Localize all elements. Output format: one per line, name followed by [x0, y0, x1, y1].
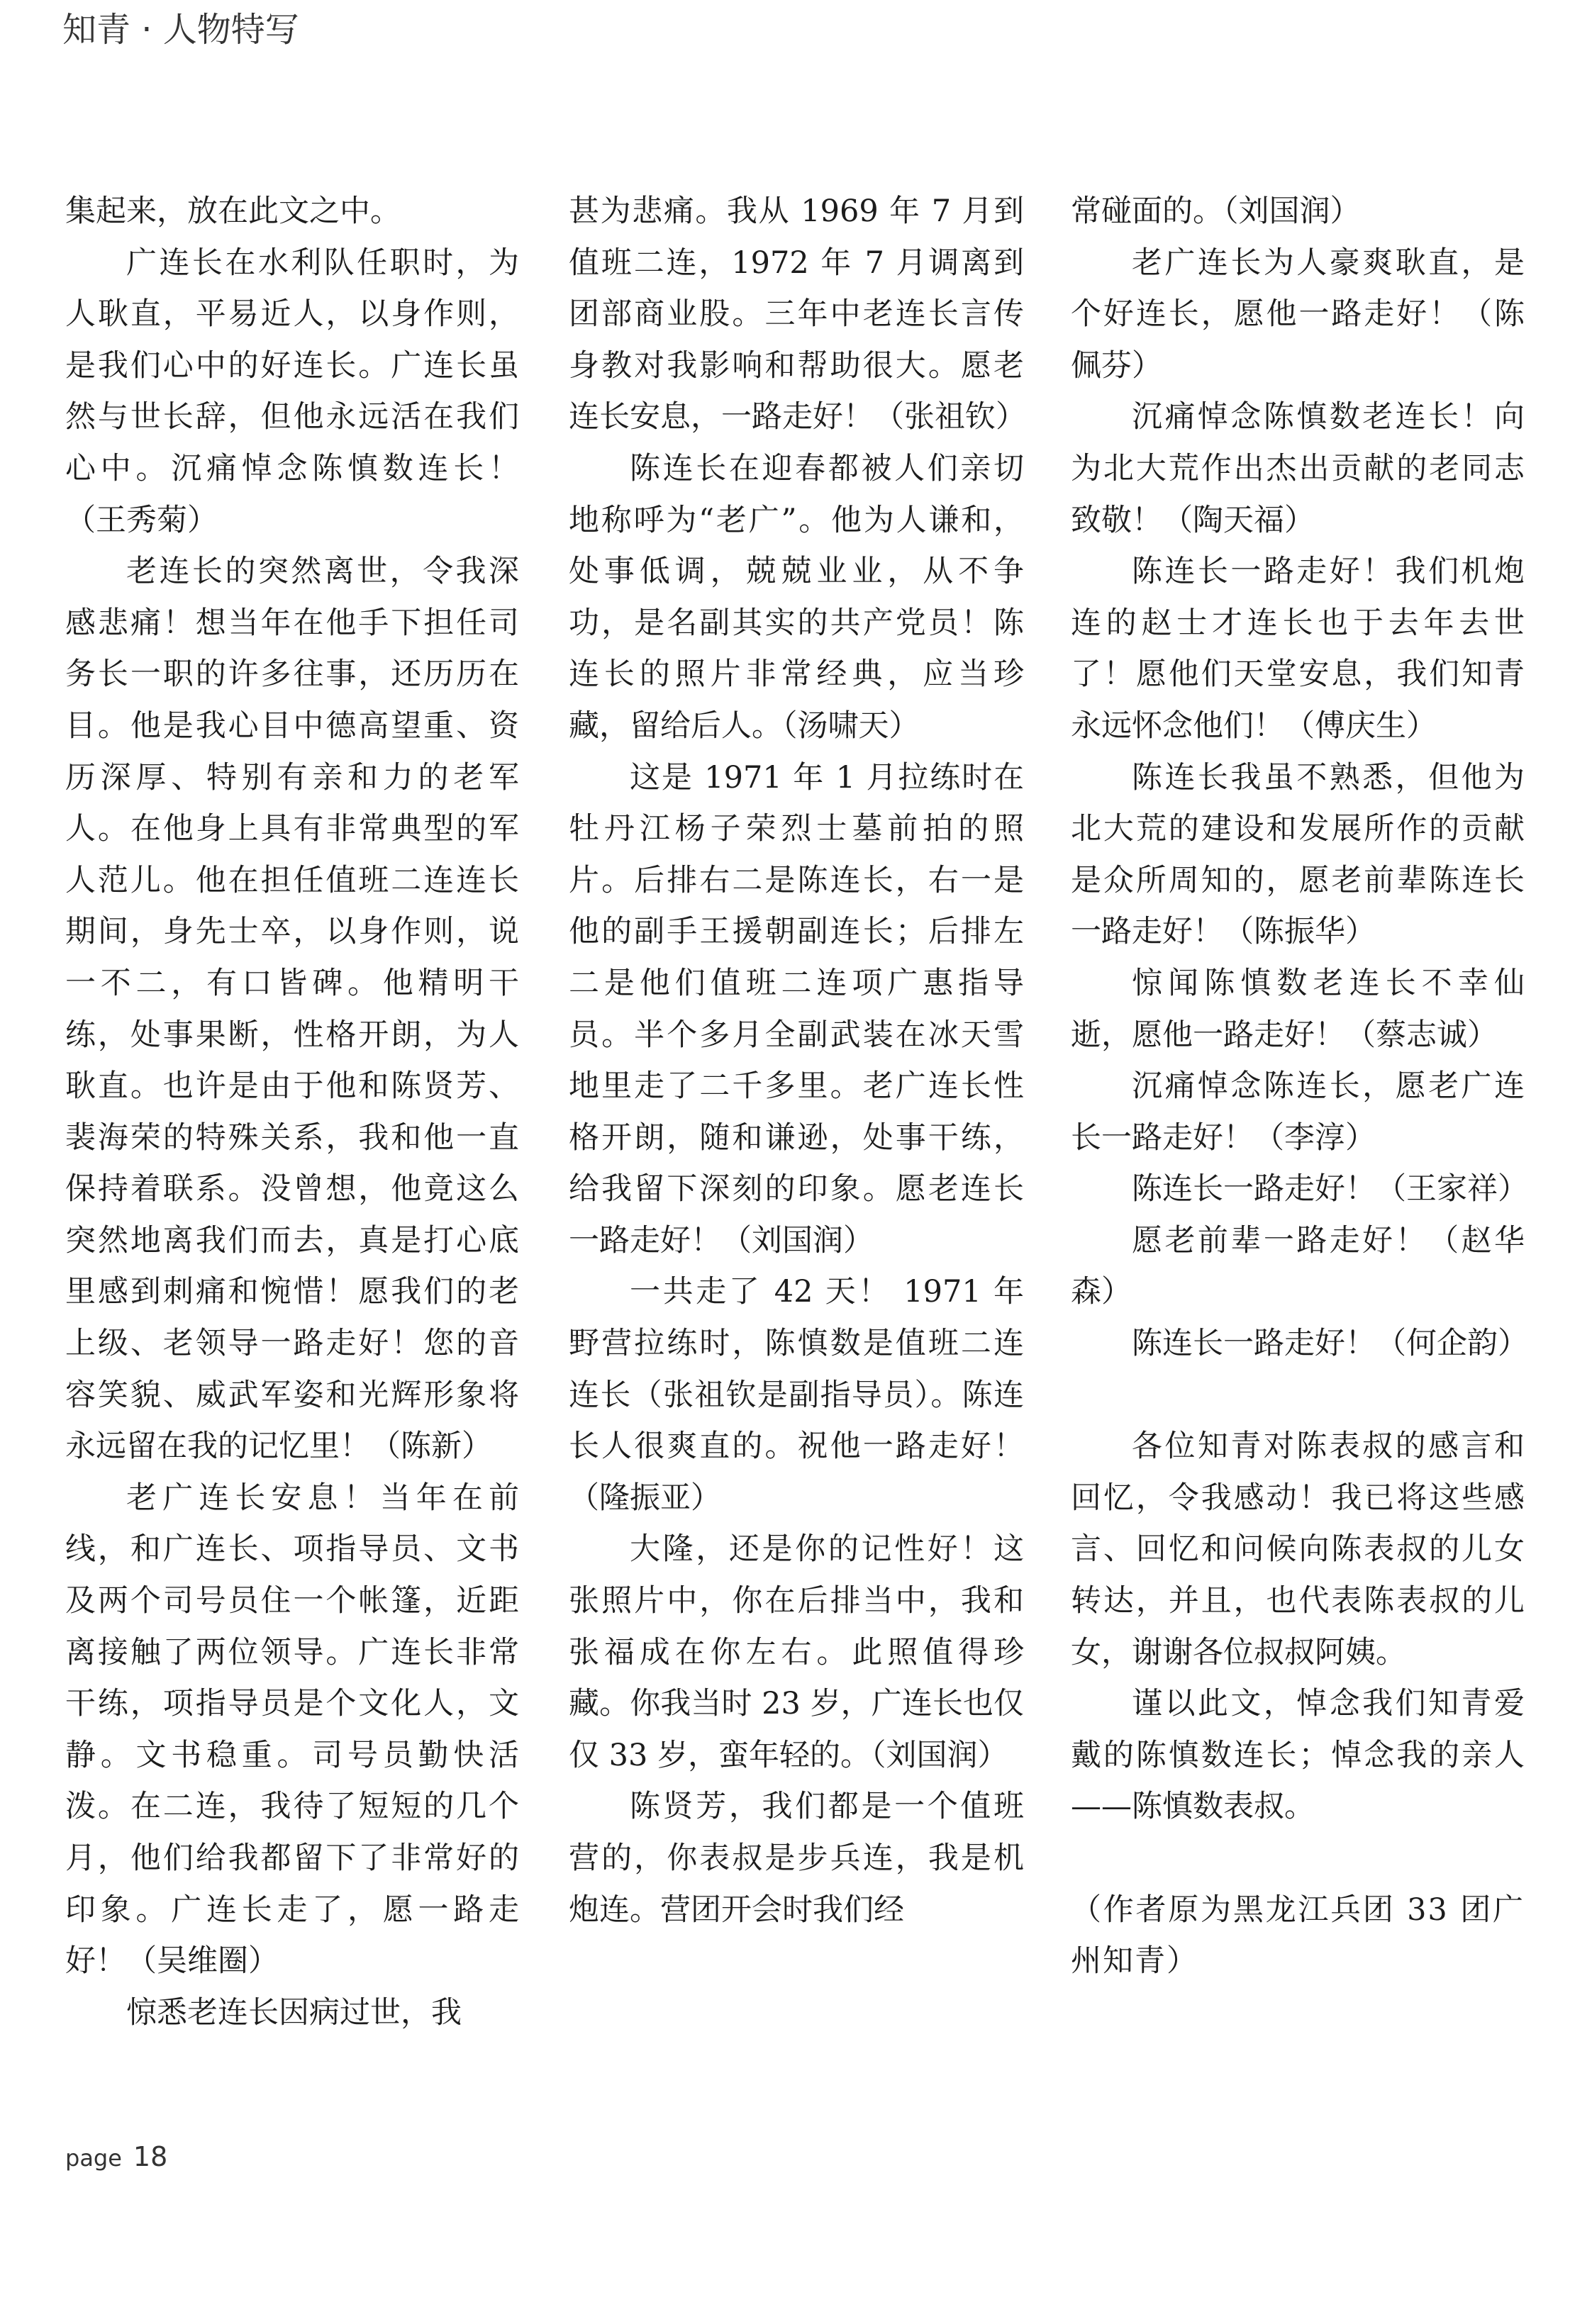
article-paragraph: 陈连长我虽不熟悉，但他为北大荒的建设和发展所作的贡献是众所周知的，愿老前辈陈连长一路走好！（陈振华） [1071, 759, 1525, 950]
section-title: 知青 · 人物特写 [62, 10, 299, 50]
page-footer [65, 2141, 167, 2172]
author-note: （作者原为黑龙江兵团 33 团广州知青） [1071, 1892, 1525, 1979]
article-paragraph: 沉痛悼念陈慎数老连长！向为北大荒作出杰出贡献的老同志致敬！（陶天福） [1071, 399, 1525, 538]
article-paragraph: 甚为悲痛。我从 1969 年 7 月到值班二连，1972 年 7 月调离到团部商业股。三年中老连长言传身教对我影响和帮助很大。愿老连长安息，一路走好！（张祖钦） [569, 194, 1026, 435]
article-paragraph: 各位知青对陈表叔的感言和回忆，令我感动！我已将这些感言、回忆和问候向陈表叔的儿女转达，并且，也代表陈表叔的儿女，谢谢各位叔叔阿姨。 [1071, 1429, 1525, 1670]
article-paragraph: 谨以此文，悼念我们知青爱戴的陈慎数连长；悼念我的亲人——陈慎数表叔。 [1071, 1686, 1525, 1825]
paragraph-gap [1071, 1370, 1525, 1421]
page-number: 18 [133, 2141, 168, 2172]
text-column-1 [65, 186, 519, 2038]
article-paragraph: 老广连长为人豪爽耿直，是个好连长，愿他一路走好！（陈佩芬） [1071, 245, 1525, 384]
article-paragraph: 陈连长在迎春都被人们亲切地称呼为“老广”。他为人谦和，处事低调，兢兢业业，从不争功，是名副其实的共产党员！陈连长的照片非常经典，应当珍藏，留给后人。（汤啸天） [569, 450, 1024, 744]
article-paragraph: 陈贤芳，我们都是一个值班营的，你表叔是步兵连，我是机炮连。营团开会时我们经 [569, 1789, 1024, 1928]
article-paragraph: 惊闻陈慎数老连长不幸仙逝，愿他一路走好！（蔡志诚） [1071, 965, 1525, 1053]
article-paragraph: 陈连长一路走好！我们机炮连的赵士才连长也于去年去世了！愿他们天堂安息，我们知青永远怀念他们！（傅庆生） [1071, 554, 1525, 744]
article-paragraph: 陈连长一路走好！（何企韵） [1132, 1326, 1528, 1362]
article-paragraph: 惊悉老连长因病过世，我 [126, 1994, 462, 2030]
article-paragraph: 常碰面的。（刘国润） [1071, 194, 1361, 229]
article-paragraph: 一共走了 42 天！ 1971 年野营拉练时，陈慎数是值班二连连长（张祖钦是副指导员）。陈连长人很爽直的。祝他一路走好！（隆振亚） [569, 1274, 1024, 1516]
paragraph-gap [1071, 1833, 1525, 1884]
article-paragraph: 大隆，还是你的记性好！这张照片中，你在后排当中，我和张福成在你左右。此照值得珍藏。你我当时 23 岁，广连长也仅仅 33 岁，蛮年轻的。（刘国润） [569, 1531, 1024, 1773]
article-paragraph: 这是 1971 年 1 月拉练时在牡丹江杨子荣烈士墓前拍的照片。后排右二是陈连长，右一是他的副手王援朝副连长；后排左二是他们值班二连项广惠指导员。半个多月全副武装在冰天雪地里走了二千多里。老广连长性格开朗，随和谦逊，处事干练，给我留下深刻的印象。愿老连长一路走好！（刘国润） [569, 759, 1024, 1258]
article-paragraph: 陈连长一路走好！（王家祥） [1132, 1171, 1528, 1207]
text-column-2 [569, 186, 1024, 1935]
article-paragraph: 愿老前辈一路走好！（赵华森） [1071, 1222, 1525, 1310]
article-paragraph: 集起来，放在此文之中。 [65, 194, 401, 229]
article-paragraph: 老连长的突然离世，令我深感悲痛！想当年在他手下担任司务长一职的许多往事，还历历在目。他是我心目中德高望重、资历深厚、特别有亲和力的老军人。在他身上具有非常典型的军人范儿。他在担任值班二连连长期间，身先士卒，以身作则，说一不二，有口皆碑。他精明干练，处事果断，性格开朗，为人耿直。也许是由于他和陈贤芳、裴海荣的特殊关系，我和他一直保持着联系。没曾想，他竟这么突然地离我们而去，真是打心底里感到刺痛和惋惜！愿我们的老上级、老领导一路走好！您的音容笑貌、威武军姿和光辉形象将永远留在我的记忆里！（陈新） [65, 554, 519, 1465]
article-paragraph: 广连长在水利队任职时，为人耿直，平易近人，以身作则，是我们心中的好连长。广连长虽然与世长辞，但他永远活在我们心中。沉痛悼念陈慎数连长！（王秀菊） [65, 245, 519, 538]
article-paragraph: 老广连长安息！当年在前线，和广连长、项指导员、文书及两个司号员住一个帐篷，近距离接触了两位领导。广连长非常干练，项指导员是个文化人，文静。文书稳重。司号员勤快活泼。在二连，我待了短短的几个月，他们给我都留下了非常好的印象。广连长走了，愿一路走好！（吴维圈） [65, 1480, 519, 1979]
text-column-3 [1071, 186, 1528, 1987]
article-paragraph: 沉痛悼念陈连长，愿老广连长一路走好！（李淳） [1071, 1068, 1525, 1156]
page-label: page [65, 2145, 122, 2172]
